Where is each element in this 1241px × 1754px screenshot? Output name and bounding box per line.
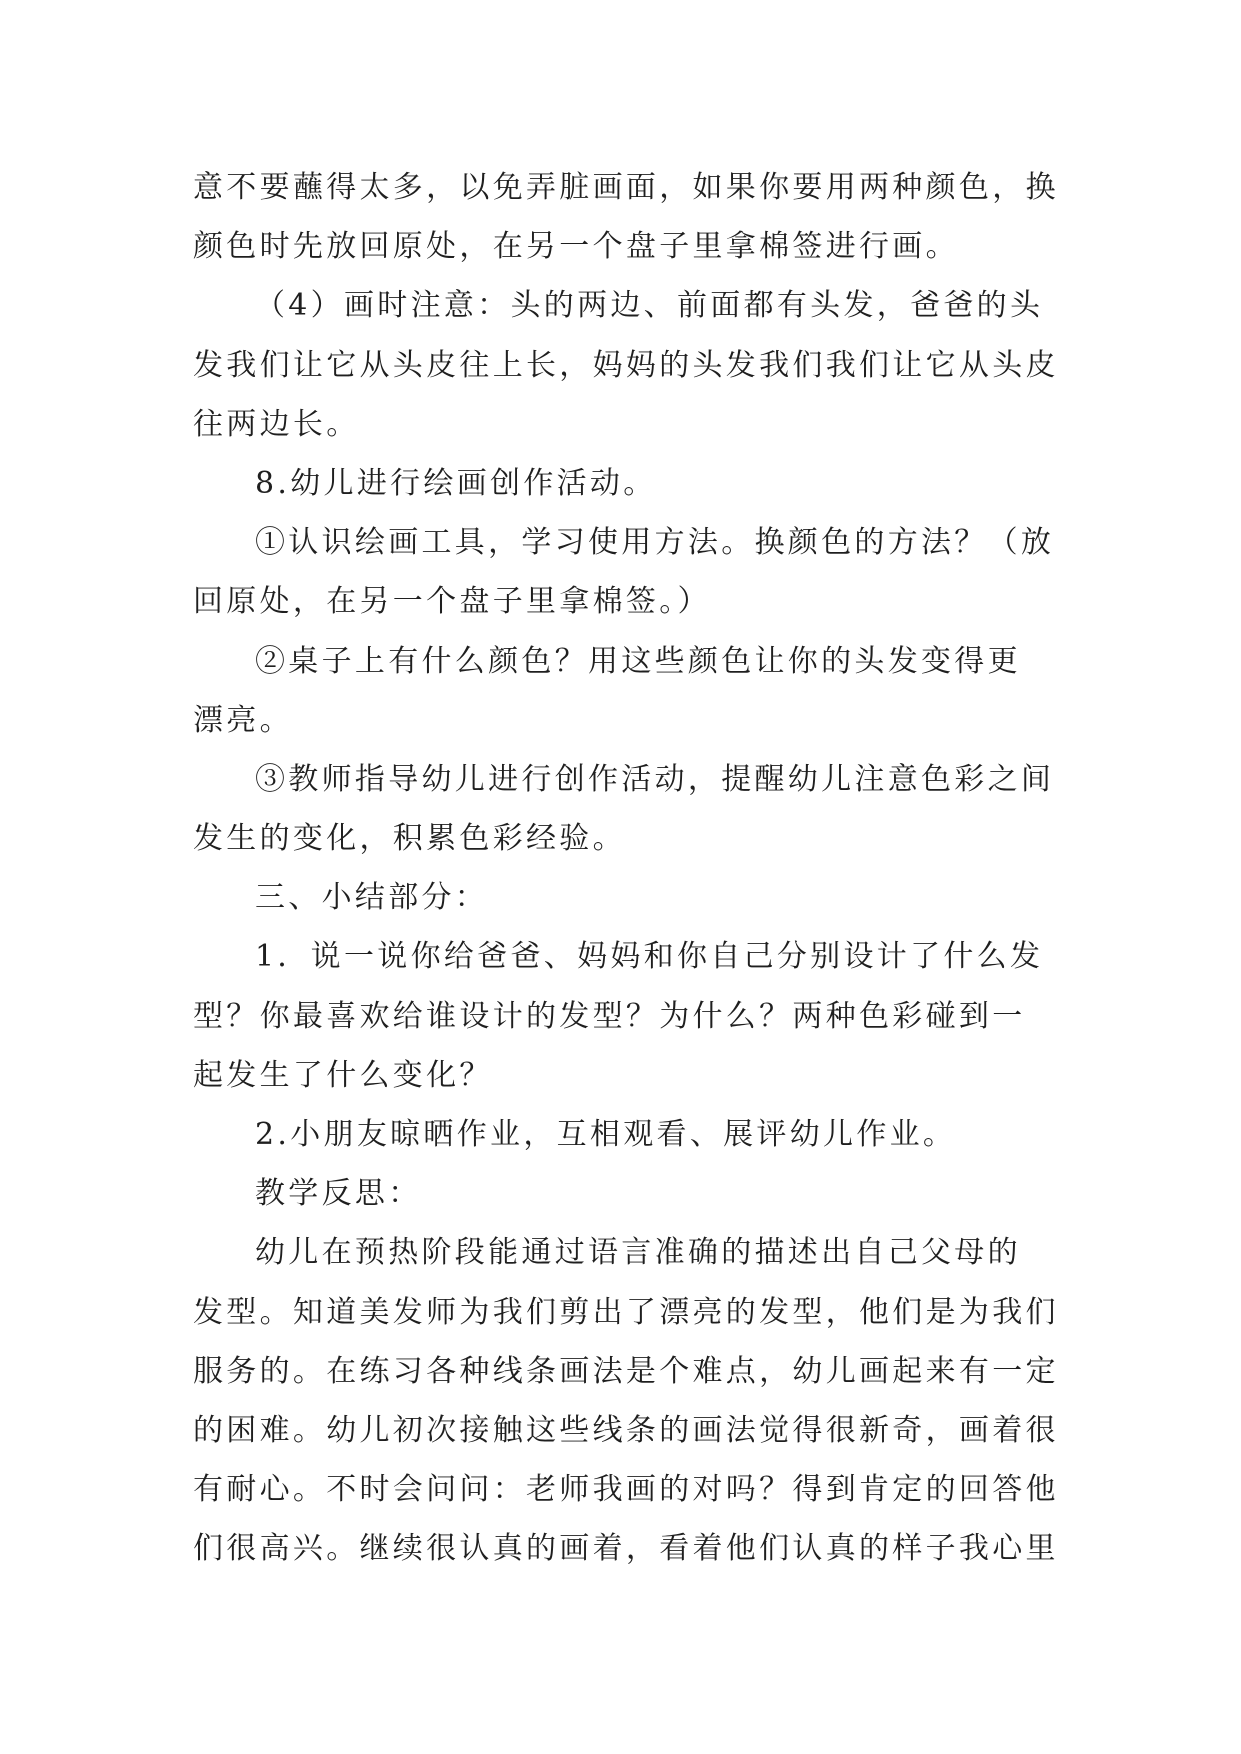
text-line: 2.小朋友晾晒作业，互相观看、展评幼儿作业。 [255, 1117, 957, 1152]
text-line: 回原处，在另一个盘子里拿棉签。） [193, 584, 711, 620]
text-line: 发生的变化，积累色彩经验。 [193, 821, 626, 857]
text-line: 漂亮。 [193, 702, 293, 738]
text-line: 起发生了什么变化？ [193, 1057, 493, 1093]
text-line: 服务的。在练习各种线条画法是个难点，幼儿画起来有一定 [193, 1353, 1059, 1389]
text-line: 意不要蘸得太多，以免弄脏画面，如果你要用两种颜色，换 [193, 170, 1059, 205]
text-line: ③教师指导幼儿进行创作活动，提醒幼儿注意色彩之间 [255, 761, 1055, 797]
text-line: 教学反思： [255, 1176, 422, 1212]
text-line: ①认识绘画工具，学习使用方法。换颜色的方法？（放 [255, 525, 1055, 561]
text-line: 颜色时先放回原处，在另一个盘子里拿棉签进行画。 [193, 229, 959, 265]
text-line: 三、小结部分： [255, 880, 489, 916]
text-line: 型？你最喜欢给谁设计的发型？为什么？两种色彩碰到一 [193, 998, 1026, 1034]
text-line: 发我们让它从头皮往上长，妈妈的头发我们我们让它从头皮 [193, 347, 1059, 383]
text-line: 们很高兴。继续很认真的画着，看着他们认真的样子我心里 [193, 1531, 1059, 1567]
text-line: 的困难。幼儿初次接触这些线条的画法觉得很新奇，画着很 [193, 1412, 1059, 1448]
text-line: （4）画时注意：头的两边、前面都有头发，爸爸的头 [255, 288, 1044, 324]
text-line: 8.幼儿进行绘画创作活动。 [255, 465, 657, 501]
text-line: 1．说一说你给爸爸、妈妈和你自己分别设计了什么发 [255, 939, 1044, 975]
text-line: 发型。知道美发师为我们剪出了漂亮的发型，他们是为我们 [193, 1294, 1059, 1330]
text-line: 往两边长。 [193, 406, 360, 442]
text-line: 有耐心。不时会问问：老师我画的对吗？得到肯定的回答他 [193, 1472, 1059, 1508]
text-line: ②桌子上有什么颜色？用这些颜色让你的头发变得更 [255, 643, 1021, 679]
text-line: 幼儿在预热阶段能通过语言准确的描述出自己父母的 [255, 1235, 1021, 1271]
body-text [193, 158, 1059, 1579]
